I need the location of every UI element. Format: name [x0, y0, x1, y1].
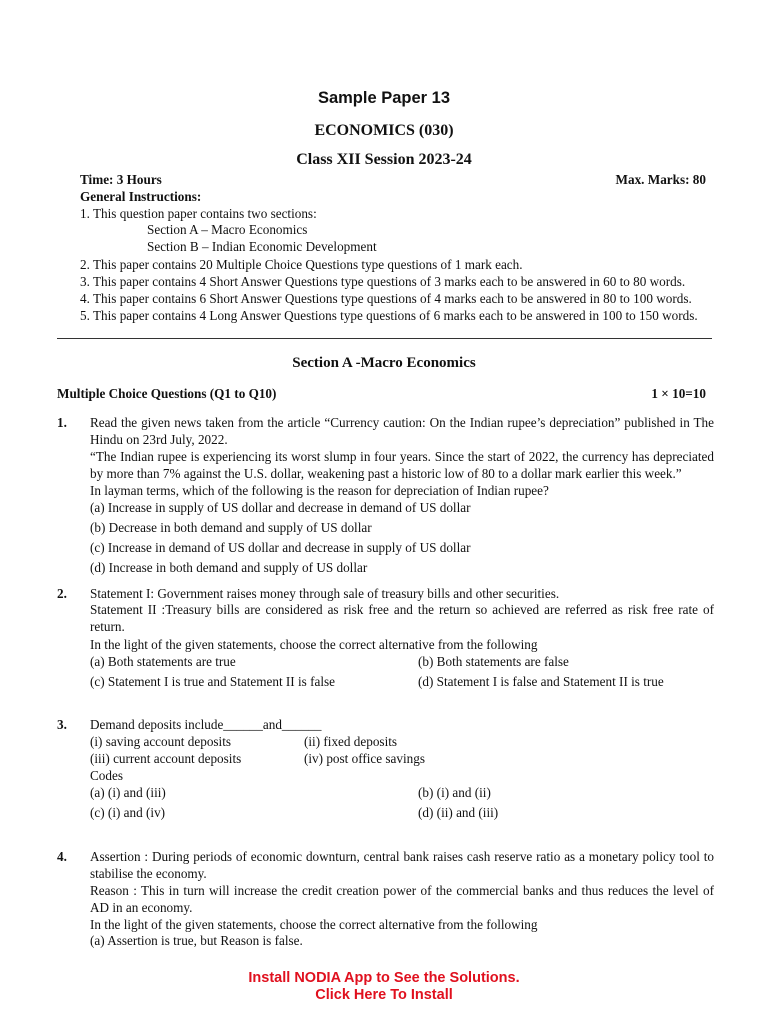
- question-number: 4.: [57, 849, 67, 864]
- mcq-heading: Multiple Choice Questions (Q1 to Q10): [57, 386, 277, 401]
- option-item: (b) Both statements are false: [418, 654, 569, 669]
- question-text: In layman terms, which of the following is the reason for depreciation of Indian rupee?: [90, 483, 549, 498]
- question-number: 3.: [57, 717, 67, 732]
- class-session: Class XII Session 2023-24: [296, 151, 472, 168]
- option-item: (a) Increase in supply of US dollar and decrease in demand of US dollar: [90, 500, 471, 515]
- option-item: (c) Increase in demand of US dollar and decrease in supply of US dollar: [90, 540, 471, 555]
- time-label: Time: 3 Hours: [80, 172, 162, 187]
- option-item: (b) (i) and (ii): [418, 785, 491, 800]
- option-item: (b) Decrease in both demand and supply of US dollar: [90, 520, 372, 535]
- option-item: (a) (i) and (iii): [90, 785, 166, 800]
- option-item: (a) Both statements are true: [90, 654, 236, 669]
- question-text: In the light of the given statements, choose the correct alternative from the following: [90, 637, 538, 652]
- paper-title: Sample Paper 13: [317, 89, 451, 107]
- instruction-item: Section A – Macro Economics: [147, 222, 308, 237]
- list-item: (ii) fixed deposits: [304, 734, 398, 749]
- list-item: (iv) post office savings: [304, 751, 425, 766]
- instruction-item: 4. This paper contains 6 Short Answer Questions type questions of 4 marks each to be answered in 80 to 100 words.: [80, 291, 692, 306]
- install-line-2: Click Here To Install: [315, 986, 453, 1003]
- question-number: 1.: [57, 415, 67, 430]
- mcq-marks: 1 × 10=10: [651, 386, 706, 401]
- question-text: “The Indian rupee is experiencing its worst slump in four years. Since the start of 2022, the currency has depreciated by more than 7% against the U.S. dollar, weakening past a historic low of 80 to a dollar mark earlier this week.”: [90, 449, 714, 481]
- option-item: (d) Increase in both demand and supply of US dollar: [90, 560, 368, 575]
- question-text: In the light of the given statements, choose the correct alternative from the following: [90, 917, 538, 932]
- instruction-item: 2. This paper contains 20 Multiple Choice Questions type questions of 1 mark each.: [80, 257, 523, 272]
- section-a-title: Section A -Macro Economics: [292, 355, 476, 371]
- list-item: (i) saving account deposits: [90, 734, 231, 749]
- divider: [57, 338, 712, 339]
- option-item: (d) (ii) and (iii): [418, 805, 499, 820]
- install-app-link[interactable]: [0, 970, 768, 1003]
- list-item: (iii) current account deposits: [90, 751, 242, 766]
- question-text: Assertion : During periods of economic downturn, central bank raises cash reserve ratio as a monetary policy tool to stabilise the economy.: [90, 849, 714, 881]
- install-line-1: Install NODIA App to See the Solutions.: [248, 970, 520, 986]
- question-text: Statement I: Government raises money through sale of treasury bills and other securities.: [90, 586, 560, 601]
- instruction-item: Section B – Indian Economic Development: [147, 239, 377, 254]
- question-text: Reason : This in turn will increase the credit creation power of the commercial banks and thus reduces the level of AD in an economy.: [90, 883, 714, 915]
- instruction-item: 3. This paper contains 4 Short Answer Questions type questions of 3 marks each to be answered in 60 to 80 words.: [80, 274, 686, 289]
- question-text: Demand deposits include______and______: [90, 717, 322, 732]
- codes-label: Codes: [90, 768, 123, 783]
- instruction-item: 1. This question paper contains two sections:: [80, 206, 317, 221]
- option-item: (a) Assertion is true, but Reason is false.: [90, 933, 303, 948]
- subject-title: ECONOMICS (030): [314, 122, 454, 139]
- option-item: (c) Statement I is true and Statement II is false: [90, 674, 335, 689]
- instructions-title: General Instructions:: [80, 189, 202, 204]
- option-item: (c) (i) and (iv): [90, 805, 166, 820]
- question-text: Read the given news taken from the article “Currency caution: On the Indian rupee’s depreciation” published in The Hindu on 23rd July, 2022.: [90, 415, 714, 447]
- option-item: (d) Statement I is false and Statement II is true: [418, 674, 664, 689]
- question-number: 2.: [57, 586, 67, 601]
- max-marks: Max. Marks: 80: [615, 172, 706, 187]
- question-text: Statement II :Treasury bills are considered as risk free and the return so achieved are referred as risk free rate of return.: [90, 602, 714, 634]
- instruction-item: 5. This paper contains 4 Long Answer Questions type questions of 6 marks each to be answered in 100 to 150 words.: [80, 308, 698, 323]
